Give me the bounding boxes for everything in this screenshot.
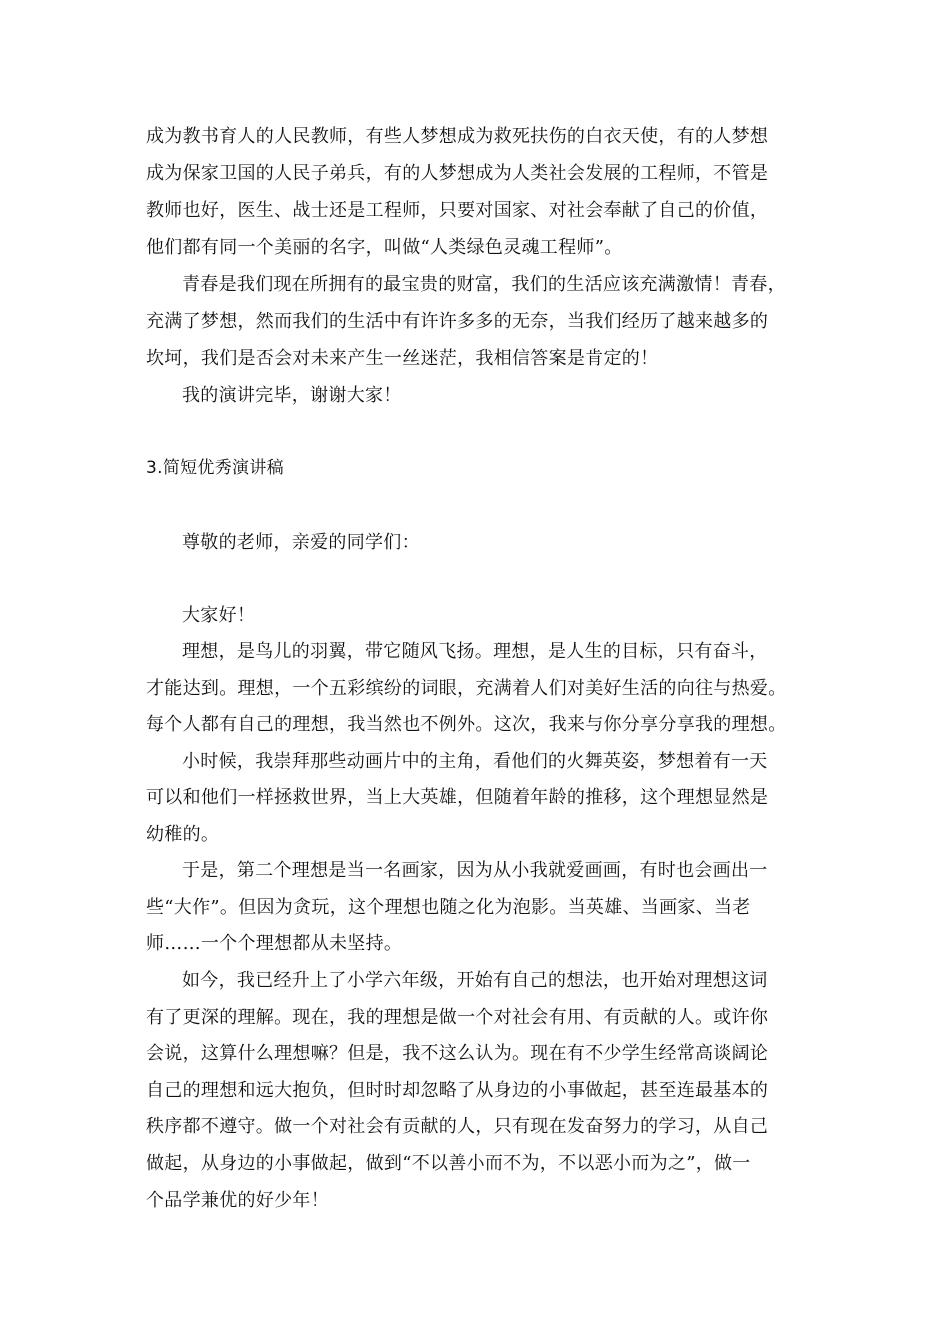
- closing-line: 我的演讲完毕，谢谢大家！: [182, 385, 402, 406]
- paragraph-line: 于是，第二个理想是当一名画家，因为从小我就爱画画，有时也会画出一: [182, 860, 768, 881]
- paragraph-line: 教师也好，医生、战士还是工程师，只要对国家、对社会奉献了自己的价值，: [146, 200, 769, 221]
- section-heading: 3.简短优秀演讲稿: [146, 458, 284, 478]
- paragraph-line: 成为保家卫国的人民子弟兵，有的人梦想成为人类社会发展的工程师，不管是: [146, 163, 769, 184]
- paragraph-line: 师……一个个理想都从未坚持。: [146, 933, 403, 954]
- paragraph-line: 才能达到。理想，一个五彩缤纷的词眼，充满着人们对美好生活的向往与热爱。: [146, 678, 787, 699]
- paragraph-line: 青春是我们现在所拥有的最宝贵的财富，我们的生活应该充满激情！青春，: [182, 274, 786, 295]
- paragraph-line: 个品学兼优的好少年！: [146, 1190, 329, 1211]
- paragraph-line: 他们都有同一个美丽的名字，叫做“人类绿色灵魂工程师”。: [146, 237, 623, 258]
- paragraph-line: 有了更深的理解。现在，我的理想是做一个对社会有用、有贡献的人。或许你: [146, 1007, 769, 1028]
- paragraph-line: 幼稚的。: [146, 824, 220, 845]
- paragraph-line: 小时候，我崇拜那些动画片中的主角，看他们的火舞英姿，梦想着有一天: [182, 751, 768, 772]
- paragraph-line: 成为教书育人的人民教师，有些人梦想成为救死扶伤的白衣天使，有的人梦想: [146, 126, 769, 147]
- paragraph-line: 会说，这算什么理想嘛？但是，我不这么认为。现在有不少学生经常高谈阔论: [146, 1043, 769, 1064]
- greeting: 大家好！: [182, 605, 256, 626]
- paragraph-line: 充满了梦想，然而我们的生活中有许许多多的无奈，当我们经历了越来越多的: [146, 311, 769, 332]
- paragraph-line: 秩序都不遵守。做一个对社会有贡献的人，只有现在发奋努力的学习，从自己: [146, 1116, 769, 1137]
- paragraph-line: 如今，我已经升上了小学六年级，开始有自己的想法，也开始对理想这词: [182, 970, 768, 991]
- paragraph-line: 可以和他们一样拯救世界，当上大英雄，但随着年龄的推移，这个理想显然是: [146, 787, 769, 808]
- paragraph-line: 些“大作”。但因为贪玩，这个理想也随之化为泡影。当英雄、当画家、当老: [146, 897, 751, 918]
- paragraph-line: 自己的理想和远大抱负，但时时却忽略了从身边的小事做起，甚至连最基本的: [146, 1080, 769, 1101]
- paragraph-line: 坎坷，我们是否会对未来产生一丝迷茫，我相信答案是肯定的！: [146, 348, 659, 369]
- paragraph-line: 理想，是鸟儿的羽翼，带它随风飞扬。理想，是人生的目标，只有奋斗，: [182, 641, 768, 662]
- salutation: 尊敬的老师，亲爱的同学们：: [182, 532, 420, 553]
- paragraph-line: 每个人都有自己的理想，我当然也不例外。这次，我来与你分享分享我的理想。: [146, 714, 787, 735]
- paragraph-line: 做起，从身边的小事做起，做到“不以善小而不为，不以恶小而为之”，做一: [146, 1153, 751, 1174]
